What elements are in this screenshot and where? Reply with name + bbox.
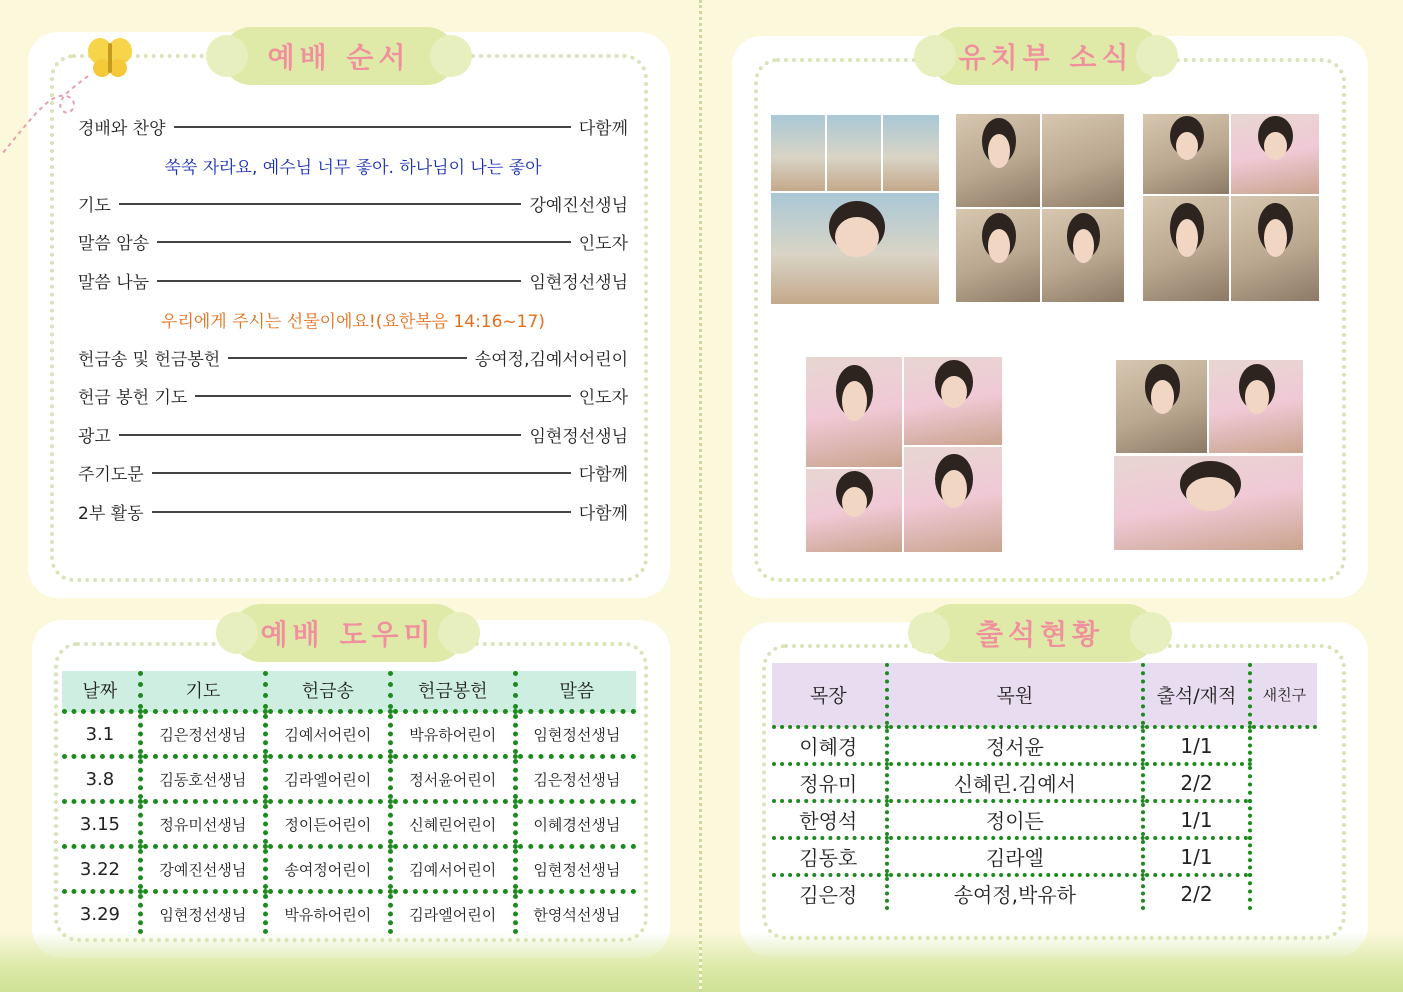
order-note: 우리에게 주시는 선물이에요!(요한복음 14:16~17) [161,312,545,332]
kindergarten-news-title-text: 유치부 소식 [958,41,1134,74]
table-row [62,802,636,847]
helpers-cell: 송여정어린이 [265,847,390,892]
attendance-cell: 송여정,박유하 [887,875,1144,910]
order-item-value: 강예진선생님 [529,195,628,216]
photo [881,113,941,193]
order-item-label: 헌금송 및 헌금봉헌 [78,349,221,370]
table-row [62,847,636,892]
photo [954,112,1042,209]
order-row [78,342,628,372]
table-row [62,712,636,757]
helpers-cell: 한영석선생님 [515,892,636,935]
worship-helpers-table [62,671,636,934]
helpers-cell: 김동호선생님 [140,757,265,802]
worship-order-title-text: 예배 순서 [267,41,411,74]
order-item-value: 인도자 [578,233,628,254]
worship-order-title [222,27,456,85]
helpers-cell: 3.1 [62,712,140,757]
attendance-cell: 김동호 [772,838,887,875]
order-item-label: 기도 [78,195,111,216]
helpers-cell: 임현정선생님 [515,847,636,892]
order-item-label: 헌금 봉헌 기도 [78,387,188,408]
attendance-cell: 2/2 [1143,764,1250,801]
photo [1040,207,1126,304]
photo [1112,454,1305,552]
order-item-label: 광고 [78,426,111,447]
attendance-cell: 정서윤 [887,727,1144,764]
order-row [78,188,628,218]
helpers-cell: 김예서어린이 [265,712,390,757]
photo [1229,194,1321,303]
attendance-cell: 정유미 [772,764,887,801]
photo [1114,358,1209,455]
order-item-label: 말씀 나눔 [78,272,150,293]
photo [902,355,1004,447]
attendance-cell: 정이든 [887,801,1144,838]
helpers-column-header: 기도 [140,671,265,712]
table-row [772,801,1317,838]
photo [804,355,904,469]
attendance-column-header: 새친구 [1250,663,1317,727]
order-item-label: 2부 활동 [78,503,144,524]
newcomer-cell [1250,727,1317,910]
attendance-title-text: 출석현황 [975,618,1105,651]
helpers-cell: 3.15 [62,802,140,847]
order-item-value: 다함께 [578,118,628,139]
dashed-leader [157,241,571,243]
photo [902,445,1004,554]
table-row [772,727,1317,764]
helpers-column-header: 날짜 [62,671,140,712]
attendance-title [924,604,1156,662]
helpers-cell: 강예진선생님 [140,847,265,892]
order-item-label: 주기도문 [78,464,144,485]
attendance-cell: 1/1 [1143,727,1250,764]
photo [1229,112,1321,196]
order-row [78,419,628,449]
photo [1141,112,1231,196]
helpers-column-header: 헌금봉헌 [390,671,515,712]
attendance-cell: 김라엘 [887,838,1144,875]
dashed-leader [152,511,571,513]
attendance-cell: 2/2 [1143,875,1250,910]
attendance-column-header: 목장 [772,663,887,727]
attendance-cell: 신혜린.김예서 [887,764,1144,801]
helpers-cell: 박유하어린이 [265,892,390,935]
dashed-leader [119,203,522,205]
photo [769,113,827,193]
order-item-value: 임현정선생님 [529,272,628,293]
table-row [772,875,1317,910]
grass-decoration-right [702,932,1403,992]
order-item-value: 다함께 [578,503,628,524]
table-row [62,892,636,935]
table-row [772,764,1317,801]
photo [1141,194,1231,303]
order-row [78,457,628,487]
worship-helpers-title-text: 예배 도우미 [260,618,436,651]
photo [825,113,883,193]
helpers-cell: 김은정선생님 [140,712,265,757]
attendance-cell: 1/1 [1143,801,1250,838]
helpers-cell: 정서윤어린이 [390,757,515,802]
order-row [78,380,628,410]
dashed-leader [195,395,570,397]
helpers-cell: 이혜경선생님 [515,802,636,847]
helpers-cell: 김라엘어린이 [390,892,515,935]
attendance-cell: 이혜경 [772,727,887,764]
helpers-cell: 박유하어린이 [390,712,515,757]
order-item-value: 송여정,김예서어린이 [474,349,628,370]
grass-decoration-left [0,932,699,992]
attendance-cell: 김은정 [799,883,858,907]
order-row [78,265,628,295]
dashed-leader [157,280,521,282]
attendance-column-header: 목원 [887,663,1144,727]
helpers-cell: 3.8 [62,757,140,802]
helpers-cell: 김라엘어린이 [265,757,390,802]
attendance-table [772,663,1317,910]
dashed-leader [174,126,571,128]
helpers-cell: 김예서어린이 [390,847,515,892]
helpers-cell: 정이든어린이 [265,802,390,847]
photo [1207,358,1305,455]
photo [1040,112,1126,209]
photo [804,467,904,554]
helpers-column-header: 말씀 [515,671,636,712]
attendance-cell: 1/1 [1143,838,1250,875]
helpers-cell: 김은정선생님 [515,757,636,802]
order-note: 쑥쑥 자라요, 예수님 너무 좋아. 하나님이 나는 좋아 [164,158,542,178]
order-row [78,496,628,526]
order-item-label: 말씀 암송 [78,233,150,254]
helpers-cell: 3.29 [79,903,120,925]
dashed-leader [152,472,571,474]
attendance-column-header: 출석/재적 [1143,663,1250,727]
order-row [78,111,628,141]
helpers-cell: 신혜린어린이 [390,802,515,847]
worship-helpers-title [232,604,464,662]
photo [769,191,941,306]
helpers-column-header: 헌금송 [265,671,390,712]
dashed-leader [228,357,467,359]
helpers-cell: 임현정선생님 [515,712,636,757]
photo [954,207,1042,304]
helpers-cell: 정유미선생님 [140,802,265,847]
order-item-value: 임현정선생님 [529,426,628,447]
page-fold-line [699,0,702,992]
kindergarten-news-title [930,27,1162,85]
dashed-leader [119,434,522,436]
order-item-value: 인도자 [578,387,628,408]
attendance-cell: 한영석 [772,801,887,838]
order-item-label: 경배와 찬양 [78,118,166,139]
helpers-cell: 3.22 [62,847,140,892]
order-item-value: 다함께 [578,464,628,485]
order-row [78,226,628,256]
table-row [62,757,636,802]
table-row [772,838,1317,875]
helpers-cell: 임현정선생님 [140,892,265,935]
